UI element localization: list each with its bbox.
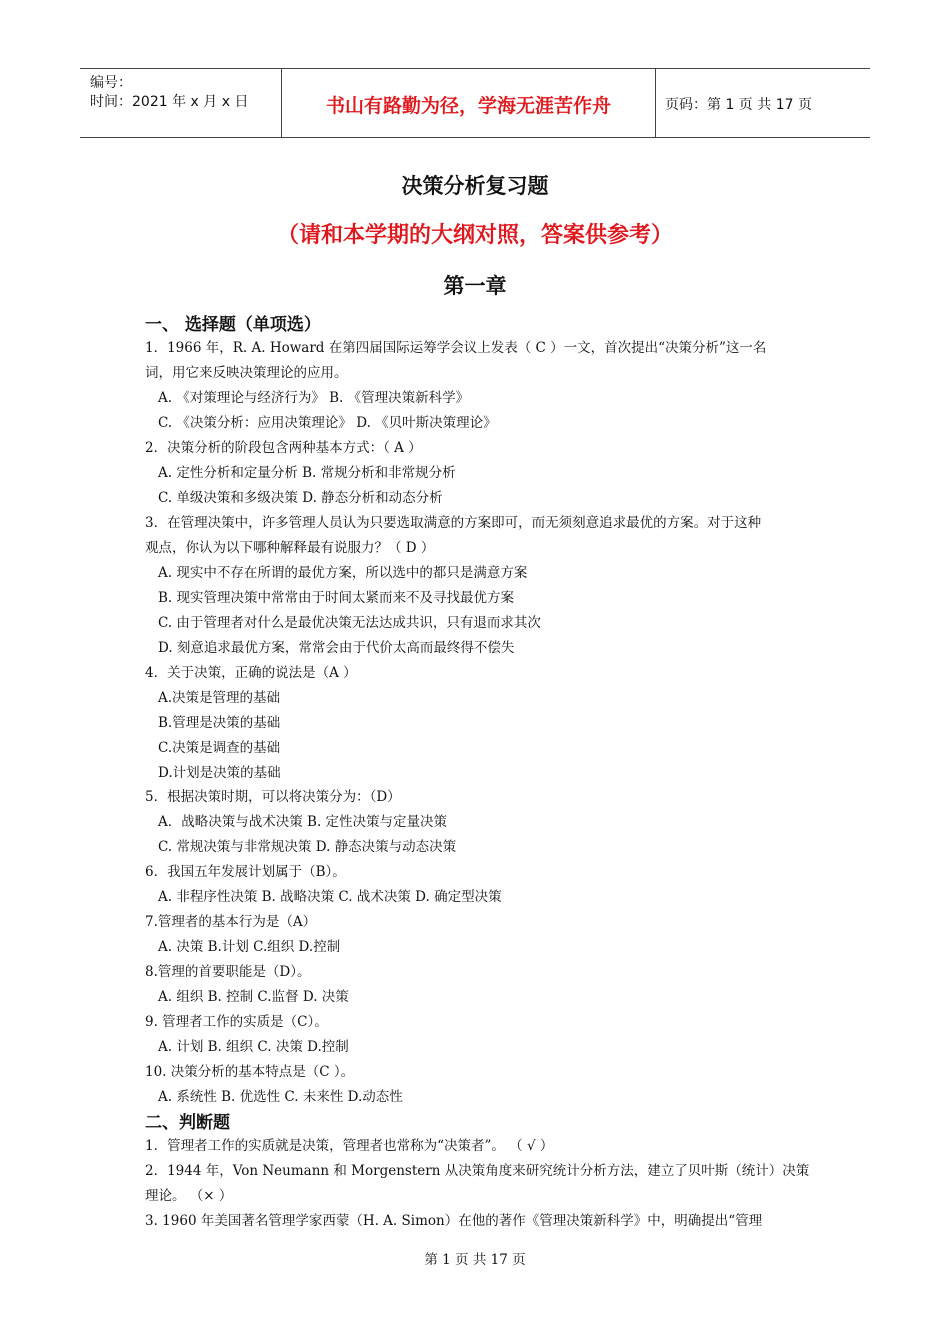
section-heading-choice: 一、 选择题（单项选） [145,315,321,335]
judgement-1: 1．管理者工作的实质就是决策，管理者也常称为“决策者”。 （ √ ） [145,1138,554,1154]
question-9-options: A. 计划 B. 组织 C. 决策 D.控制 [158,1039,349,1055]
question-8: 8.管理的首要职能是（D）。 [145,964,311,980]
header-meta-cell [80,69,281,137]
question-3-option-a: A. 现实中不存在所谓的最优方案，所以选中的都只是满意方案 [158,565,528,581]
question-4-option-d: D.计划是决策的基础 [158,765,281,781]
question-6: 6．我国五年发展计划属于（B）。 [145,864,346,880]
question-2-options-2: C. 单级决策和多级决策 D. 静态分析和动态分析 [158,490,443,506]
document-number-label: 编号： [90,75,132,91]
header-page-info: 页码：第 1 页 共 17 页 [665,97,812,113]
question-10-options: A. 系统性 B. 优选性 C. 未来性 D.动态性 [158,1089,403,1105]
judgement-2-line-1: 2．1944 年，Von Neumann 和 Morgenstern 从决策角度来研究统计分析方法，建立了贝叶斯（统计）决策 [145,1163,810,1179]
question-3-line-2: 观点，你认为以下哪种解释最有说服力？（ D ） [145,540,435,556]
question-8-options: A. 组织 B. 控制 C.监督 D. 决策 [158,989,349,1005]
question-1-line-2: 词，用它来反映决策理论的应用。 [145,365,348,381]
document-title: 决策分析复习题 [401,174,549,198]
question-1-line-1: 1．1966 年，R. A. Howard 在第四届国际运筹学会议上发表（ C ）一文，首次提出“决策分析”这一名 [145,340,767,356]
question-2: 2．决策分析的阶段包含两种基本方式：（ A ） [145,440,422,456]
page-footer: 第 1 页 共 17 页 [424,1252,526,1268]
question-4: 4．关于决策，正确的说法是（A ） [145,665,357,681]
header-page-cell [655,69,870,137]
question-4-option-b: B.管理是决策的基础 [158,715,281,731]
question-5-options-2: C. 常规决策与非常规决策 D. 静态决策与动态决策 [158,839,457,855]
question-2-options-1: A. 定性分析和定量分析 B. 常规分析和非常规分析 [158,465,456,481]
question-3-line-1: 3．在管理决策中，许多管理人员认为只要选取满意的方案即可，而无须刻意追求最优的方案。对于这种 [145,515,762,531]
question-10: 10. 决策分析的基本特点是（C ）。 [145,1064,355,1080]
header-motto-cell [281,69,656,137]
chapter-heading: 第一章 [443,274,507,298]
question-1-options-1: A. 《对策理论与经济行为》 B. 《管理决策新科学》 [158,390,470,406]
judgement-2-line-2: 理论。 （× ） [145,1188,233,1204]
question-3-option-b: B. 现实管理决策中常常由于时间太紧而来不及寻找最优方案 [158,590,515,606]
section-heading-judgement: 二、判断题 [145,1113,230,1133]
question-5-options-1: A．战略决策与战术决策 B. 定性决策与定量决策 [158,814,448,830]
question-9: 9. 管理者工作的实质是（C）。 [145,1014,328,1030]
document-subtitle: （请和本学期的大纲对照，答案供参考） [276,223,673,248]
question-4-option-c: C.决策是调查的基础 [158,740,281,756]
header-motto: 书山有路勤为径，学海无涯苦作舟 [325,95,611,117]
question-3-option-c: C. 由于管理者对什么是最优决策无法达成共识，只有退而求其次 [158,615,541,631]
question-1-options-2: C. 《决策分析：应用决策理论》 D. 《贝叶斯决策理论》 [158,415,497,431]
document-header [80,68,870,138]
question-3-option-d: D. 刻意追求最优方案，常常会由于代价太高而最终得不偿失 [158,640,515,656]
judgement-3-line-1: 3. 1960 年美国著名管理学家西蒙（H. A. Simon）在他的著作《管理决策新科学》中，明确提出“管理 [145,1213,763,1229]
document-time-label: 时间：2021 年 x 月 x 日 [90,94,249,110]
question-5: 5．根据决策时期，可以将决策分为：（D） [145,789,401,805]
question-7: 7.管理者的基本行为是（A） [145,914,317,930]
question-4-option-a: A.决策是管理的基础 [158,690,281,706]
question-6-options: A. 非程序性决策 B. 战略决策 C. 战术决策 D. 确定型决策 [158,889,502,905]
question-7-options: A. 决策 B.计划 C.组织 D.控制 [158,939,341,955]
